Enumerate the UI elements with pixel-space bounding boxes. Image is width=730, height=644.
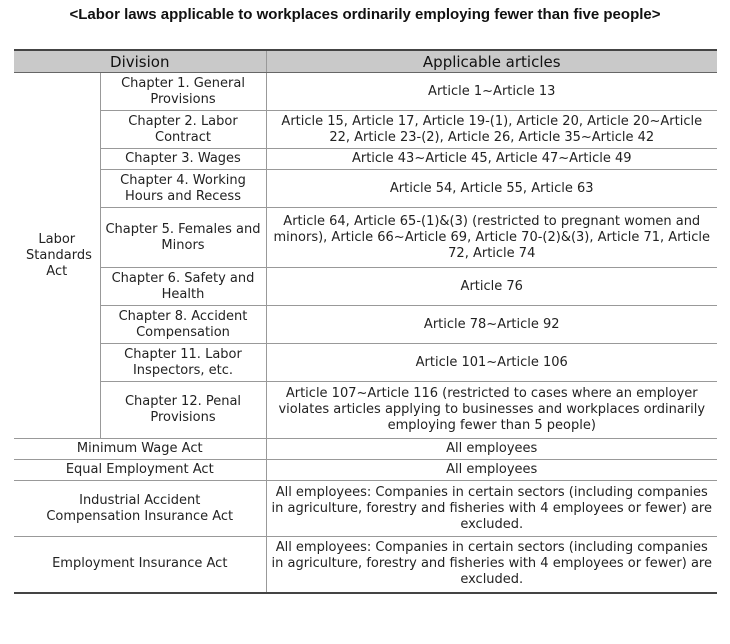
articles-header: Applicable articles	[266, 50, 717, 73]
table-row	[14, 344, 717, 382]
labor-laws-table	[14, 49, 717, 594]
table-row	[14, 382, 717, 439]
labor-standards-act-cell: Labor Standards Act	[14, 73, 100, 439]
articles-cell: Article 1~Article 13	[266, 73, 717, 111]
chapter-cell: Chapter 5. Females and Minors	[100, 208, 266, 268]
articles-cell: Article 101~Article 106	[266, 344, 717, 382]
articles-cell: All employees: Companies in certain sectors (including companies in agriculture, forestry and fisheries with 4 employees or fewer) are excluded.	[266, 481, 717, 537]
header-row	[14, 50, 717, 73]
table-row	[14, 481, 717, 537]
industrial-accident-act-cell: Industrial Accident Compensation Insurance Act	[14, 481, 266, 537]
table-row	[14, 170, 717, 208]
articles-cell: All employees	[266, 460, 717, 481]
table-row	[14, 73, 717, 111]
employment-insurance-act-cell: Employment Insurance Act	[14, 537, 266, 593]
chapter-cell: Chapter 12. Penal Provisions	[100, 382, 266, 439]
articles-cell: Article 78~Article 92	[266, 306, 717, 344]
chapter-cell: Chapter 3. Wages	[100, 149, 266, 170]
table-row	[14, 208, 717, 268]
articles-cell: Article 54, Article 55, Article 63	[266, 170, 717, 208]
equal-employment-act-cell: Equal Employment Act	[14, 460, 266, 481]
chapter-cell: Chapter 11. Labor Inspectors, etc.	[100, 344, 266, 382]
chapter-cell: Chapter 8. Accident Compensation	[100, 306, 266, 344]
articles-cell: Article 15, Article 17, Article 19-(1), Article 20, Article 20~Article 22, Article 23-(2), Article 26, Article 35~Article 42	[266, 111, 717, 149]
chapter-cell: Chapter 6. Safety and Health	[100, 268, 266, 306]
articles-cell: Article 64, Article 65-(1)&(3) (restricted to pregnant women and minors), Article 66~Article 69, Article 70-(2)&(3), Article 71, Article 72, Article 74	[266, 208, 717, 268]
articles-cell: Article 43~Article 45, Article 47~Article 49	[266, 149, 717, 170]
table-row	[14, 306, 717, 344]
chapter-cell: Chapter 2. Labor Contract	[100, 111, 266, 149]
chapter-cell: Chapter 1. General Provisions	[100, 73, 266, 111]
minimum-wage-act-cell: Minimum Wage Act	[14, 439, 266, 460]
division-header: Division	[14, 50, 266, 73]
table-row	[14, 460, 717, 481]
chapter-cell: Chapter 4. Working Hours and Recess	[100, 170, 266, 208]
articles-cell: Article 107~Article 116 (restricted to cases where an employer violates articles applying to businesses and workplaces ordinarily employing fewer than 5 people)	[266, 382, 717, 439]
articles-cell: All employees	[266, 439, 717, 460]
table-row	[14, 149, 717, 170]
table-row	[14, 111, 717, 149]
table-row	[14, 439, 717, 460]
table-title: <Labor laws applicable to workplaces ordinarily employing fewer than five people>	[69, 6, 661, 23]
table-row	[14, 268, 717, 306]
articles-cell: All employees: Companies in certain sectors (including companies in agriculture, forestry and fisheries with 4 employees or fewer) are excluded.	[266, 537, 717, 593]
articles-cell: Article 76	[266, 268, 717, 306]
table-row	[14, 537, 717, 593]
